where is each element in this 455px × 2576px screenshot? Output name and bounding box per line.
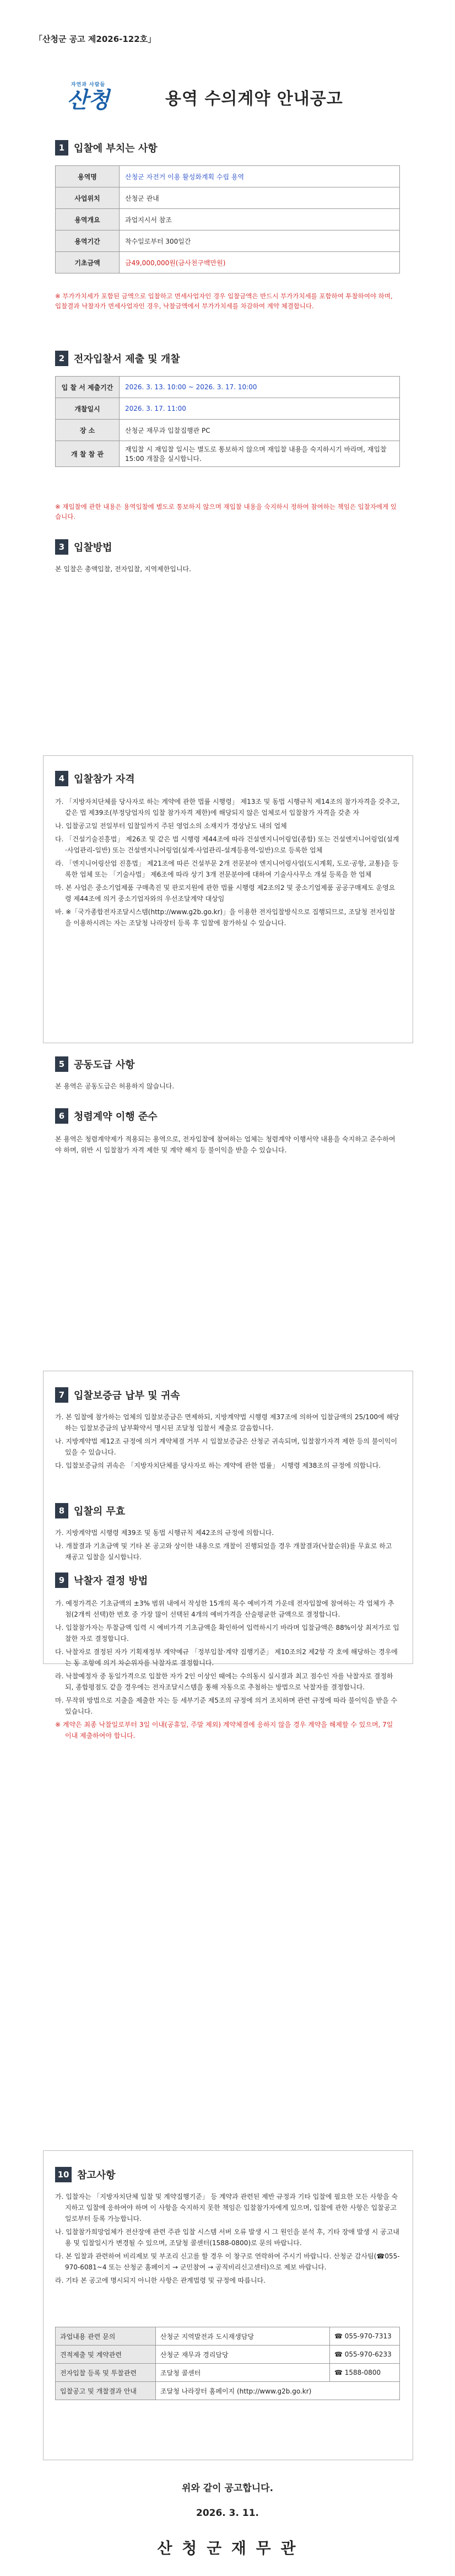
closing-line: 위와 같이 공고합니다. [181,2483,274,2494]
section-title: 입찰참가 자격 [74,774,135,785]
section-2-note: ※ 재입찰에 관한 내용은 용역입찰에 별도로 통보하지 않으며 재입찰 내용을 숙지하시 정하여 참여하는 책임은 입찰자에게 있습니다. [55,503,397,520]
section-6-text: 본 용역은 청렴계약제가 적용되는 용역으로, 전자입찰에 참여하는 업체는 청렴계약 이행서약 내용을 숙지하고 준수하여야 하며, 위반 시 입찰참가 자격 제한 및 계약 해지 등 불이익을 받을 수 있습니다. [55,1135,396,1154]
row-key: 사업위치 [56,187,120,209]
section-title: 전자입찰서 제출 및 개찰 [74,353,180,365]
section-number: 7 [55,1387,68,1403]
row-value: 2026. 3. 13. 10:00 ~ 2026. 3. 17. 10:00 [120,377,400,398]
contact-label: 전자입찰 등록 및 투찰관련 [56,2364,156,2382]
section-7-list [55,1412,400,1473]
contact-table [55,2327,400,2400]
row-value: 과업지시서 참조 [120,209,400,230]
list-item: 가. 지방계약법 시행령 제39조 및 동법 시행규칙 제42조의 규정에 의합니다. [55,1529,274,1537]
contact-label: 견적제출 및 계약관련 [56,2346,156,2364]
contact-label: 입찰공고 및 개찰결과 안내 [56,2382,156,2400]
list-item: 가. 「지방자치단체를 당사자로 하는 계약에 관한 법률 시행령」 제13조 및 동법 시행규칙 제14조의 참가자격을 갖추고, 같은 법 제39조(부정당업자의 입찰 참가자격 제한)에 해당되지 않은 업체로서 입찰참가 자격을 갖춘 자 [55,798,400,817]
section-1-table [55,165,400,273]
list-item: 라. 낙찰예정자 중 동일가격으로 입찰한 자가 2인 이상인 때에는 수의동시 실시결과 최고 점수인 자를 낙찰자로 결정하되, 종합평점도 같을 경우에는 전자조달시스템을 통해 자동으로 추첨하는 방법으로 낙찰자를 결정합니다. [55,1672,393,1691]
phone-number: 1588-0800 [344,2369,381,2376]
notice-header [55,77,413,121]
row-value: 재입찰 시 재입찰 일시는 별도로 통보하지 않으며 재입찰 내용을 숙지하시기 바라며, 재입찰 15:00 개찰을 실시합니다. [120,441,400,467]
section-8-heading [55,1503,125,1518]
section-4-list [55,796,400,931]
list-item: 마. 무작위 방법으로 지출을 제출한 자는 등 세부기준 제5조의 규정에 의거 조치하며 관련 규정에 따라 불이익을 받을 수 있습니다. [55,1697,398,1715]
table-row [56,252,400,273]
section-5-text: 본 용역은 공동도급은 허용하지 않습니다. [55,1082,175,1090]
list-item: 가. 예정가격은 기초금액의 ±3% 범위 내에서 작성한 15개의 복수 예비가격 가운데 전자입찰에 참여하는 각 업체가 추첨(2개씩 선택)한 번호 중 가장 많이 선택된 4개의 예비가격을 산술평균한 금액으로 결정합니다. [55,1600,394,1618]
section-number: 8 [55,1503,68,1518]
list-item: 다. 본 입찰과 관련하여 비리제보 및 부조리 신고를 할 경우 이 창구로 연락하여 주시기 바랍니다. 산청군 감사팀(☎055-970-6081~4 또는 산청군 홈페이지 → 군민참여 → 공직비리신고센터)으로 제보 바랍니다. [55,2252,400,2271]
section-title: 참고사항 [77,2170,116,2181]
section-1-note: ※ 부가가치세가 포함된 금액으로 입찰하고 면세사업자인 경우 입찰금액은 반드시 부가가치세를 포함하여 투찰하여야 하며, 입찰결과 낙찰자가 면세사업자인 경우, 낙찰금액에서 부가가치세를 차감하여 계약 체결합니다. [55,292,393,310]
section-3-text: 본 입찰은 총액입찰, 전자입찰, 지역제한입니다. [55,565,191,573]
contact-label: 과업내용 관련 문의 [56,2327,156,2346]
phone-number: 055-970-7313 [344,2332,392,2340]
issuer: 산 청 군 재 무 관 [157,2539,298,2557]
row-key: 기초금액 [56,252,120,273]
list-item: 다. 낙찰자로 결정된 자가 기획재정부 계약예규 「정부입찰·계약 집행기준」 제10조의2 제2항 각 호에 해당하는 경우에는 동 조항에 의거 차순위자를 낙찰자로 결정합니다. [55,1648,398,1667]
table-row [56,209,400,230]
section-10-list [55,2191,400,2288]
contact-link[interactable]: 조달청 나라장터 홈페이지 (http://www.g2b.go.kr) [156,2382,400,2400]
section-8-list [55,1527,400,1565]
section-number: 1 [55,140,68,155]
section-number: 10 [55,2167,72,2182]
section-9-list [55,1598,400,1743]
section-title: 입찰보증금 납부 및 귀속 [74,1390,180,1402]
row-key: 개찰일시 [56,398,120,420]
contact-phone: ☎ 055-970-6233 [330,2346,400,2364]
contact-dept: 산청군 재무과 경리담당 [156,2346,330,2364]
logo-slogan: 자연과 사람들 [71,82,106,88]
list-item: 마. 본 사업은 중소기업제품 구매촉진 및 판로지원에 관한 법률 시행령 제2조의2 및 중소기업제품 공공구매제도 운영요령 제44조에 의거 중소기업자와의 우선조달계약 대상임 [55,884,396,903]
list-item: 바. ※「국가종합전자조달시스템(http://www.g2b.go.kr)」을 이용한 전자입찰방식으로 집행되므로, 조달청 전자입찰을 이용하시려는 자는 조달청 나라장터 등록 후 입찰에 참가하실 수 있습니다. [55,908,396,927]
section-10-heading [55,2167,116,2182]
contact-phone: ☎ 1588-0800 [330,2364,400,2382]
logo-wordmark: 산청 [67,87,110,113]
list-item: 라. 기타 본 공고에 명시되지 아니한 사항은 관계법령 및 규정에 따릅니다. [55,2277,266,2284]
section-2-table [55,376,400,467]
section-4-heading [55,771,135,786]
row-key: 용역기간 [56,230,120,252]
section-title: 입찰방법 [74,542,112,554]
section-title: 낙찰자 결정 방법 [74,1575,148,1587]
list-item: 나. 입찰공고일 전일부터 입찰일까지 주된 영업소의 소재지가 경상남도 내의 업체 [55,822,287,830]
row-key: 용역명 [56,166,120,187]
contact-row [56,2327,400,2346]
page-title: 용역 수의계약 안내공고 [165,89,343,109]
phone-number: 055-970-6233 [344,2350,392,2358]
row-key: 입 찰 서 제출기간 [56,377,120,398]
list-item: 다. 입찰보증금의 귀속은 「지방자치단체를 당사자로 하는 계약에 관한 법률」 시행령 제38조의 규정에 의합니다. [55,1462,381,1469]
contact-row [56,2346,400,2364]
section-3-heading [55,539,112,555]
table-row [56,441,400,467]
section-number: 9 [55,1573,68,1588]
row-key: 개 찰 참 관 [56,441,120,467]
table-row [56,398,400,420]
row-value: 착수일로부터 300일간 [120,230,400,252]
row-value: 2026. 3. 17. 11:00 [120,398,400,420]
section-7-heading [55,1387,180,1403]
section-title: 청렴계약 이행 준수 [74,1111,158,1123]
table-row [56,377,400,398]
contact-row [56,2382,400,2400]
section-number: 3 [55,539,68,555]
section-title: 입찰의 무효 [74,1506,126,1517]
list-item: 나. 개찰결과 기초금액 및 기타 본 공고와 상이한 내용으로 개찰이 진행되었을 경우 개찰결과(낙찰순위)를 무효로 하고 재공고 입찰을 실시합니다. [55,1542,392,1561]
section-number: 6 [55,1108,68,1124]
table-row [56,166,400,187]
section-9-heading [55,1573,148,1588]
sancheong-logo [55,77,121,121]
table-row [56,230,400,252]
row-value: 산청군 자전거 이용 활성화계획 수립 용역 [120,166,400,187]
row-key: 용역개요 [56,209,120,230]
section-5-heading [55,1056,135,1072]
list-item: ※ 계약은 최종 낙찰일로부터 3일 이내(공휴일, 주말 제외) 계약체결에 응하지 않을 경우 계약을 해제할 수 있으며, 7일 이내 제출하여야 합니다. [55,1721,393,1740]
list-item: 나. 지방계약법 제12조 규정에 의거 계약체결 거부 시 입찰보증금은 산청군 귀속되며, 입찰참가자격 제한 등의 불이익이 있을 수 있습니다. [55,1437,398,1456]
table-row [56,187,400,209]
list-item: 라. 「엔지니어링산업 진흥법」 제21조에 따른 건설부문 2개 전문분야 엔지니어링사업(도시계획, 도로·공항, 교통)을 등록한 업체 또는 「기술사법」 제6조에 따라 상기 3개 전문분야에 대하여 기술사사무소 개설 등록을 한 업체 [55,860,399,878]
section-number: 5 [55,1056,68,1072]
list-item: 나. 입찰참가희망업체가 전산장애 관련 주관 입찰 시스템 서버 오류 발생 시 그 원인을 분석 후, 기타 장애 발생 시 공고내용 및 입찰일시가 변경될 수 있으며, 조달청 콜센터(1588-0800)로 문의 바랍니다. [55,2228,399,2247]
list-item: 다. 「건설기술진흥법」 제26조 및 같은 법 시행령 제44조에 따라 건설엔지니어링업(종합) 또는 건설엔지니어링업(설계·사업관리-일반) 또는 건설엔지니어링업(설계·사업관리-설계등용역-일반)으로 등록한 업체 [55,835,399,854]
list-item: 나. 입찰참가자는 투찰금액 입력 시 예비가격 기초금액을 확인하여 입력하시기 바라며 입찰금액은 88%이상 최저가로 입찰한 자로 결정합니다. [55,1624,399,1643]
contact-dept: 산청군 지역발전과 도시재생담당 [156,2327,330,2346]
section-1-heading [55,140,158,155]
section-title: 입찰에 부치는 사항 [74,143,158,154]
contact-row [56,2364,400,2382]
section-number: 4 [55,771,68,786]
closing-date: 2026. 3. 11. [196,2508,259,2519]
table-row [56,420,400,441]
list-item: 가. 본 입찰에 참가하는 업체의 입찰보증금은 면제하되, 지방계약법 시행령 제37조에 의하여 입찰금액의 25/100에 해당하는 입찰보증금의 납부확약서 명시된 조달청 입찰서 제출로 갈음합니다. [55,1413,399,1432]
row-value: 산청군 관내 [120,187,400,209]
section-number: 2 [55,351,68,366]
row-value: 금49,000,000원(금사천구백만원) [120,252,400,273]
notice-number: 「산청군 공고 제2026-122호」 [34,34,156,44]
row-key: 장 소 [56,420,120,441]
contact-dept: 조달청 콜센터 [156,2364,330,2382]
contact-phone: ☎ 055-970-7313 [330,2327,400,2346]
section-2-heading [55,351,180,366]
section-title: 공동도급 사항 [74,1059,135,1071]
list-item: 가. 입찰자는 「지방자치단체 입찰 및 계약집행기준」 등 계약과 관련된 제반 규정과 기타 입찰에 필요한 모든 사항을 숙지하고 입찰에 응하여야 하며 이 사항을 숙지하지 못한 책임은 입찰참가자에게 있으며, 입찰에 관한 사항은 입찰공고일로부터 등록 가능합니다. [55,2193,398,2223]
row-value: 산청군 재무과 입찰집행관 PC [120,420,400,441]
section-6-heading [55,1108,158,1124]
